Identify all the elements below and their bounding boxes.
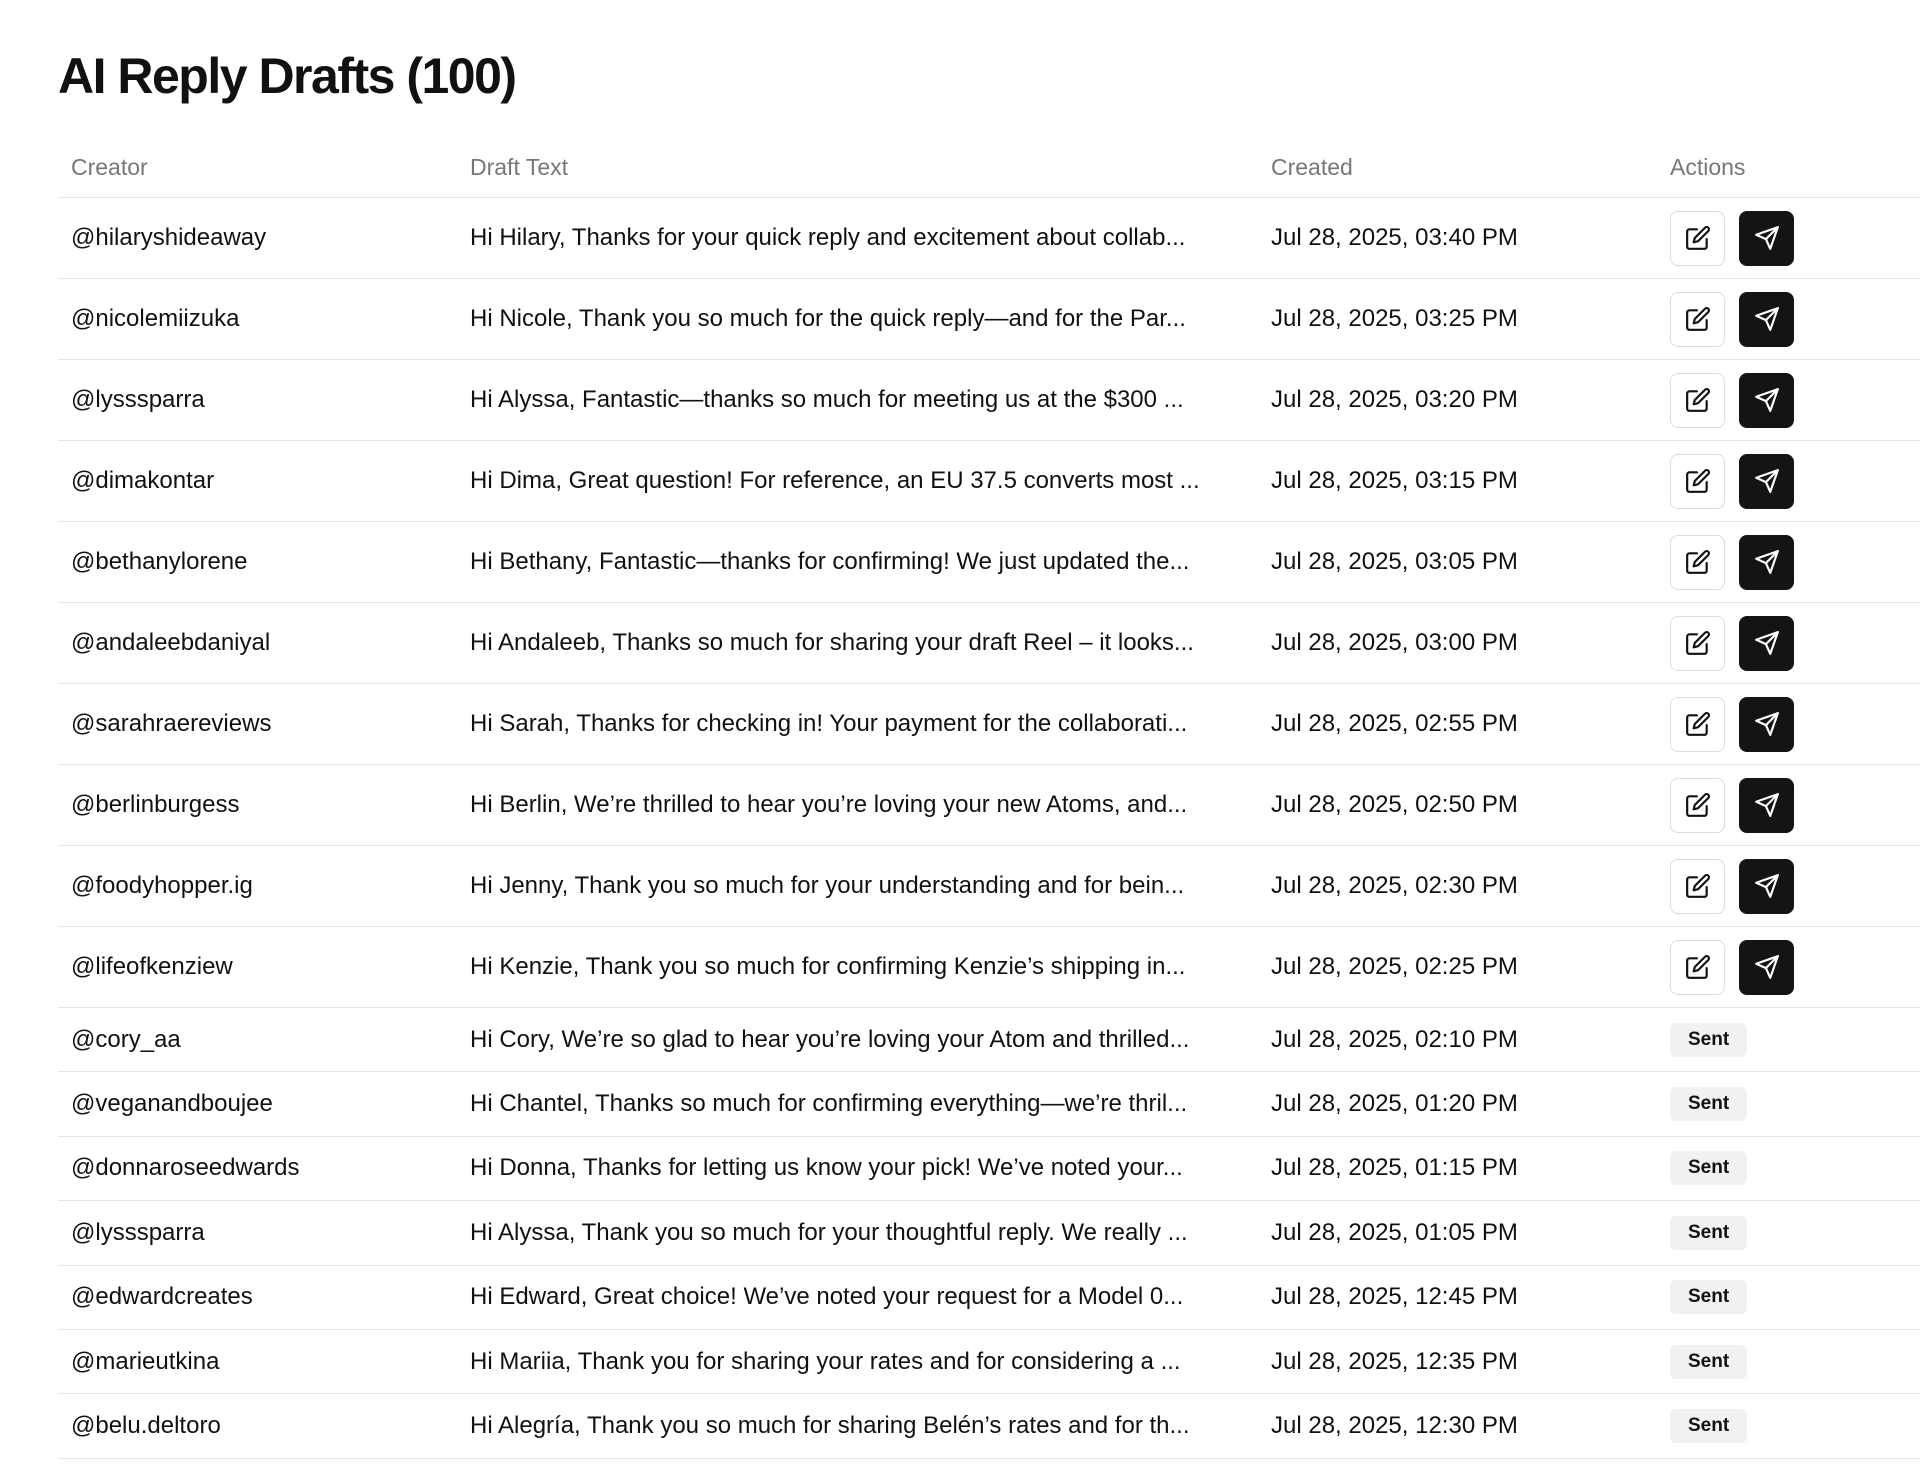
edit-draft-button[interactable] <box>1670 211 1725 266</box>
edit-icon <box>1685 630 1711 656</box>
table-row <box>58 1330 1920 1394</box>
table-body <box>58 198 1920 1459</box>
send-draft-button[interactable] <box>1739 778 1794 833</box>
draft-text: Hi Hilary, Thanks for your quick reply and excitement about collab... <box>470 224 1186 251</box>
table-row <box>58 1394 1920 1458</box>
created-timestamp: Jul 28, 2025, 12:45 PM <box>1271 1283 1518 1311</box>
created-timestamp: Jul 28, 2025, 01:05 PM <box>1271 1218 1518 1246</box>
edit-draft-button[interactable] <box>1670 616 1725 671</box>
edit-icon <box>1685 225 1711 251</box>
table-row <box>58 198 1920 279</box>
row-actions <box>1657 1023 1920 1057</box>
send-icon <box>1754 630 1780 656</box>
edit-icon <box>1685 792 1711 818</box>
table-row <box>58 441 1920 522</box>
sent-badge: Sent <box>1670 1023 1747 1057</box>
created-timestamp: Jul 28, 2025, 03:15 PM <box>1271 467 1518 494</box>
created-timestamp: Jul 28, 2025, 03:25 PM <box>1271 305 1518 332</box>
creator-handle: @edwardcreates <box>71 1283 253 1311</box>
table-row <box>58 1137 1920 1201</box>
row-actions <box>1657 373 1920 428</box>
row-actions <box>1657 454 1920 509</box>
creator-handle: @hilaryshideaway <box>71 224 267 251</box>
creator-handle: @dimakontar <box>71 467 215 494</box>
table-row <box>58 279 1920 360</box>
send-icon <box>1754 306 1780 332</box>
edit-draft-button[interactable] <box>1670 778 1725 833</box>
draft-text: Hi Nicole, Thank you so much for the quick reply—and for the Par... <box>470 305 1186 332</box>
draft-text: Hi Berlin, We’re thrilled to hear you’re loving your new Atoms, and... <box>470 791 1188 818</box>
row-actions <box>1657 778 1920 833</box>
table-row <box>58 927 1920 1008</box>
table-row <box>58 846 1920 927</box>
send-icon <box>1754 792 1780 818</box>
created-timestamp: Jul 28, 2025, 02:55 PM <box>1271 710 1518 737</box>
table-row <box>58 765 1920 846</box>
created-timestamp: Jul 28, 2025, 01:20 PM <box>1271 1090 1518 1118</box>
creator-handle: @cory_aa <box>71 1025 181 1053</box>
sent-badge: Sent <box>1670 1409 1747 1443</box>
sent-badge: Sent <box>1670 1280 1747 1314</box>
column-header-creator: Creator <box>71 154 148 180</box>
draft-text: Hi Sarah, Thanks for checking in! Your payment for the collaborati... <box>470 710 1188 737</box>
row-actions <box>1657 940 1920 995</box>
row-actions <box>1657 1409 1920 1443</box>
draft-text: Hi Alegría, Thank you so much for sharing Belén’s rates and for th... <box>470 1412 1190 1440</box>
table-row <box>58 360 1920 441</box>
send-icon <box>1754 711 1780 737</box>
edit-icon <box>1685 711 1711 737</box>
row-actions <box>1657 292 1920 347</box>
creator-handle: @andaleebdaniyal <box>71 629 271 656</box>
draft-text: Hi Jenny, Thank you so much for your understanding and for bein... <box>470 872 1185 899</box>
draft-text: Hi Donna, Thanks for letting us know your pick! We’ve noted your... <box>470 1154 1183 1182</box>
created-timestamp: Jul 28, 2025, 02:50 PM <box>1271 791 1518 818</box>
edit-draft-button[interactable] <box>1670 697 1725 752</box>
row-actions <box>1657 1280 1920 1314</box>
creator-handle: @donnaroseedwards <box>71 1154 300 1182</box>
send-draft-button[interactable] <box>1739 373 1794 428</box>
sent-badge: Sent <box>1670 1151 1747 1185</box>
row-actions <box>1657 616 1920 671</box>
edit-icon <box>1685 873 1711 899</box>
row-actions <box>1657 859 1920 914</box>
edit-draft-button[interactable] <box>1670 535 1725 590</box>
row-actions <box>1657 211 1920 266</box>
sent-badge: Sent <box>1670 1087 1747 1121</box>
edit-icon <box>1685 306 1711 332</box>
send-icon <box>1754 387 1780 413</box>
draft-text: Hi Mariia, Thank you for sharing your rates and for considering a ... <box>470 1347 1181 1375</box>
creator-handle: @lifeofkenziew <box>71 953 233 980</box>
send-icon <box>1754 954 1780 980</box>
created-timestamp: Jul 28, 2025, 01:15 PM <box>1271 1154 1518 1182</box>
created-timestamp: Jul 28, 2025, 03:40 PM <box>1271 224 1518 251</box>
draft-text: Hi Alyssa, Thank you so much for your thoughtful reply. We really ... <box>470 1218 1188 1246</box>
edit-draft-button[interactable] <box>1670 292 1725 347</box>
draft-text: Hi Andaleeb, Thanks so much for sharing your draft Reel – it looks... <box>470 629 1194 656</box>
table-row <box>58 1266 1920 1330</box>
row-actions <box>1657 1151 1920 1185</box>
edit-icon <box>1685 549 1711 575</box>
send-draft-button[interactable] <box>1739 535 1794 590</box>
edit-draft-button[interactable] <box>1670 940 1725 995</box>
send-icon <box>1754 873 1780 899</box>
creator-handle: @marieutkina <box>71 1347 220 1375</box>
creator-handle: @berlinburgess <box>71 791 240 818</box>
column-header-actions: Actions <box>1670 154 1746 180</box>
table-row <box>58 522 1920 603</box>
table-row <box>58 684 1920 765</box>
draft-text: Hi Edward, Great choice! We’ve noted your request for a Model 0... <box>470 1283 1184 1311</box>
sent-badge: Sent <box>1670 1216 1747 1250</box>
send-icon <box>1754 549 1780 575</box>
creator-handle: @sarahraereviews <box>71 710 272 737</box>
created-timestamp: Jul 28, 2025, 03:00 PM <box>1271 629 1518 656</box>
row-actions <box>1657 1345 1920 1379</box>
creator-handle: @lysssparra <box>71 1218 205 1246</box>
creator-handle: @nicolemiizuka <box>71 305 240 332</box>
creator-handle: @veganandboujee <box>71 1090 273 1118</box>
created-timestamp: Jul 28, 2025, 02:25 PM <box>1271 953 1518 980</box>
created-timestamp: Jul 28, 2025, 03:20 PM <box>1271 386 1518 413</box>
send-draft-button[interactable] <box>1739 940 1794 995</box>
row-actions <box>1657 1216 1920 1250</box>
created-timestamp: Jul 28, 2025, 12:35 PM <box>1271 1347 1518 1375</box>
table-row <box>58 1072 1920 1136</box>
table-row <box>58 1008 1920 1072</box>
send-draft-button[interactable] <box>1739 616 1794 671</box>
row-actions <box>1657 697 1920 752</box>
draft-text: Hi Dima, Great question! For reference, an EU 37.5 converts most ... <box>470 467 1200 494</box>
creator-handle: @foodyhopper.ig <box>71 872 253 899</box>
creator-handle: @lysssparra <box>71 386 205 413</box>
table-header <box>58 138 1920 198</box>
edit-icon <box>1685 954 1711 980</box>
send-icon <box>1754 225 1780 251</box>
edit-draft-button[interactable] <box>1670 454 1725 509</box>
draft-text: Hi Bethany, Fantastic—thanks for confirming! We just updated the... <box>470 548 1190 575</box>
creator-handle: @belu.deltoro <box>71 1412 221 1440</box>
sent-badge: Sent <box>1670 1345 1747 1379</box>
page-title: AI Reply Drafts (100) <box>58 48 516 104</box>
edit-draft-button[interactable] <box>1670 859 1725 914</box>
created-timestamp: Jul 28, 2025, 02:10 PM <box>1271 1025 1518 1053</box>
draft-text: Hi Alyssa, Fantastic—thanks so much for meeting us at the $300 ... <box>470 386 1184 413</box>
table-row <box>58 603 1920 684</box>
send-draft-button[interactable] <box>1739 697 1794 752</box>
table-row <box>58 1201 1920 1265</box>
edit-draft-button[interactable] <box>1670 373 1725 428</box>
edit-icon <box>1685 387 1711 413</box>
send-draft-button[interactable] <box>1739 454 1794 509</box>
send-draft-button[interactable] <box>1739 211 1794 266</box>
created-timestamp: Jul 28, 2025, 12:30 PM <box>1271 1412 1518 1440</box>
draft-text: Hi Kenzie, Thank you so much for confirming Kenzie’s shipping in... <box>470 953 1186 980</box>
row-actions <box>1657 535 1920 590</box>
send-draft-button[interactable] <box>1739 859 1794 914</box>
created-timestamp: Jul 28, 2025, 03:05 PM <box>1271 548 1518 575</box>
edit-icon <box>1685 468 1711 494</box>
created-timestamp: Jul 28, 2025, 02:30 PM <box>1271 872 1518 899</box>
creator-handle: @bethanylorene <box>71 548 248 575</box>
draft-text: Hi Cory, We’re so glad to hear you’re loving your Atom and thrilled... <box>470 1025 1190 1053</box>
column-header-draft-text: Draft Text <box>470 154 568 180</box>
send-draft-button[interactable] <box>1739 292 1794 347</box>
drafts-table <box>58 138 1920 1459</box>
send-icon <box>1754 468 1780 494</box>
column-header-created: Created <box>1271 154 1353 180</box>
draft-text: Hi Chantel, Thanks so much for confirming everything—we’re thril... <box>470 1090 1188 1118</box>
row-actions <box>1657 1087 1920 1121</box>
